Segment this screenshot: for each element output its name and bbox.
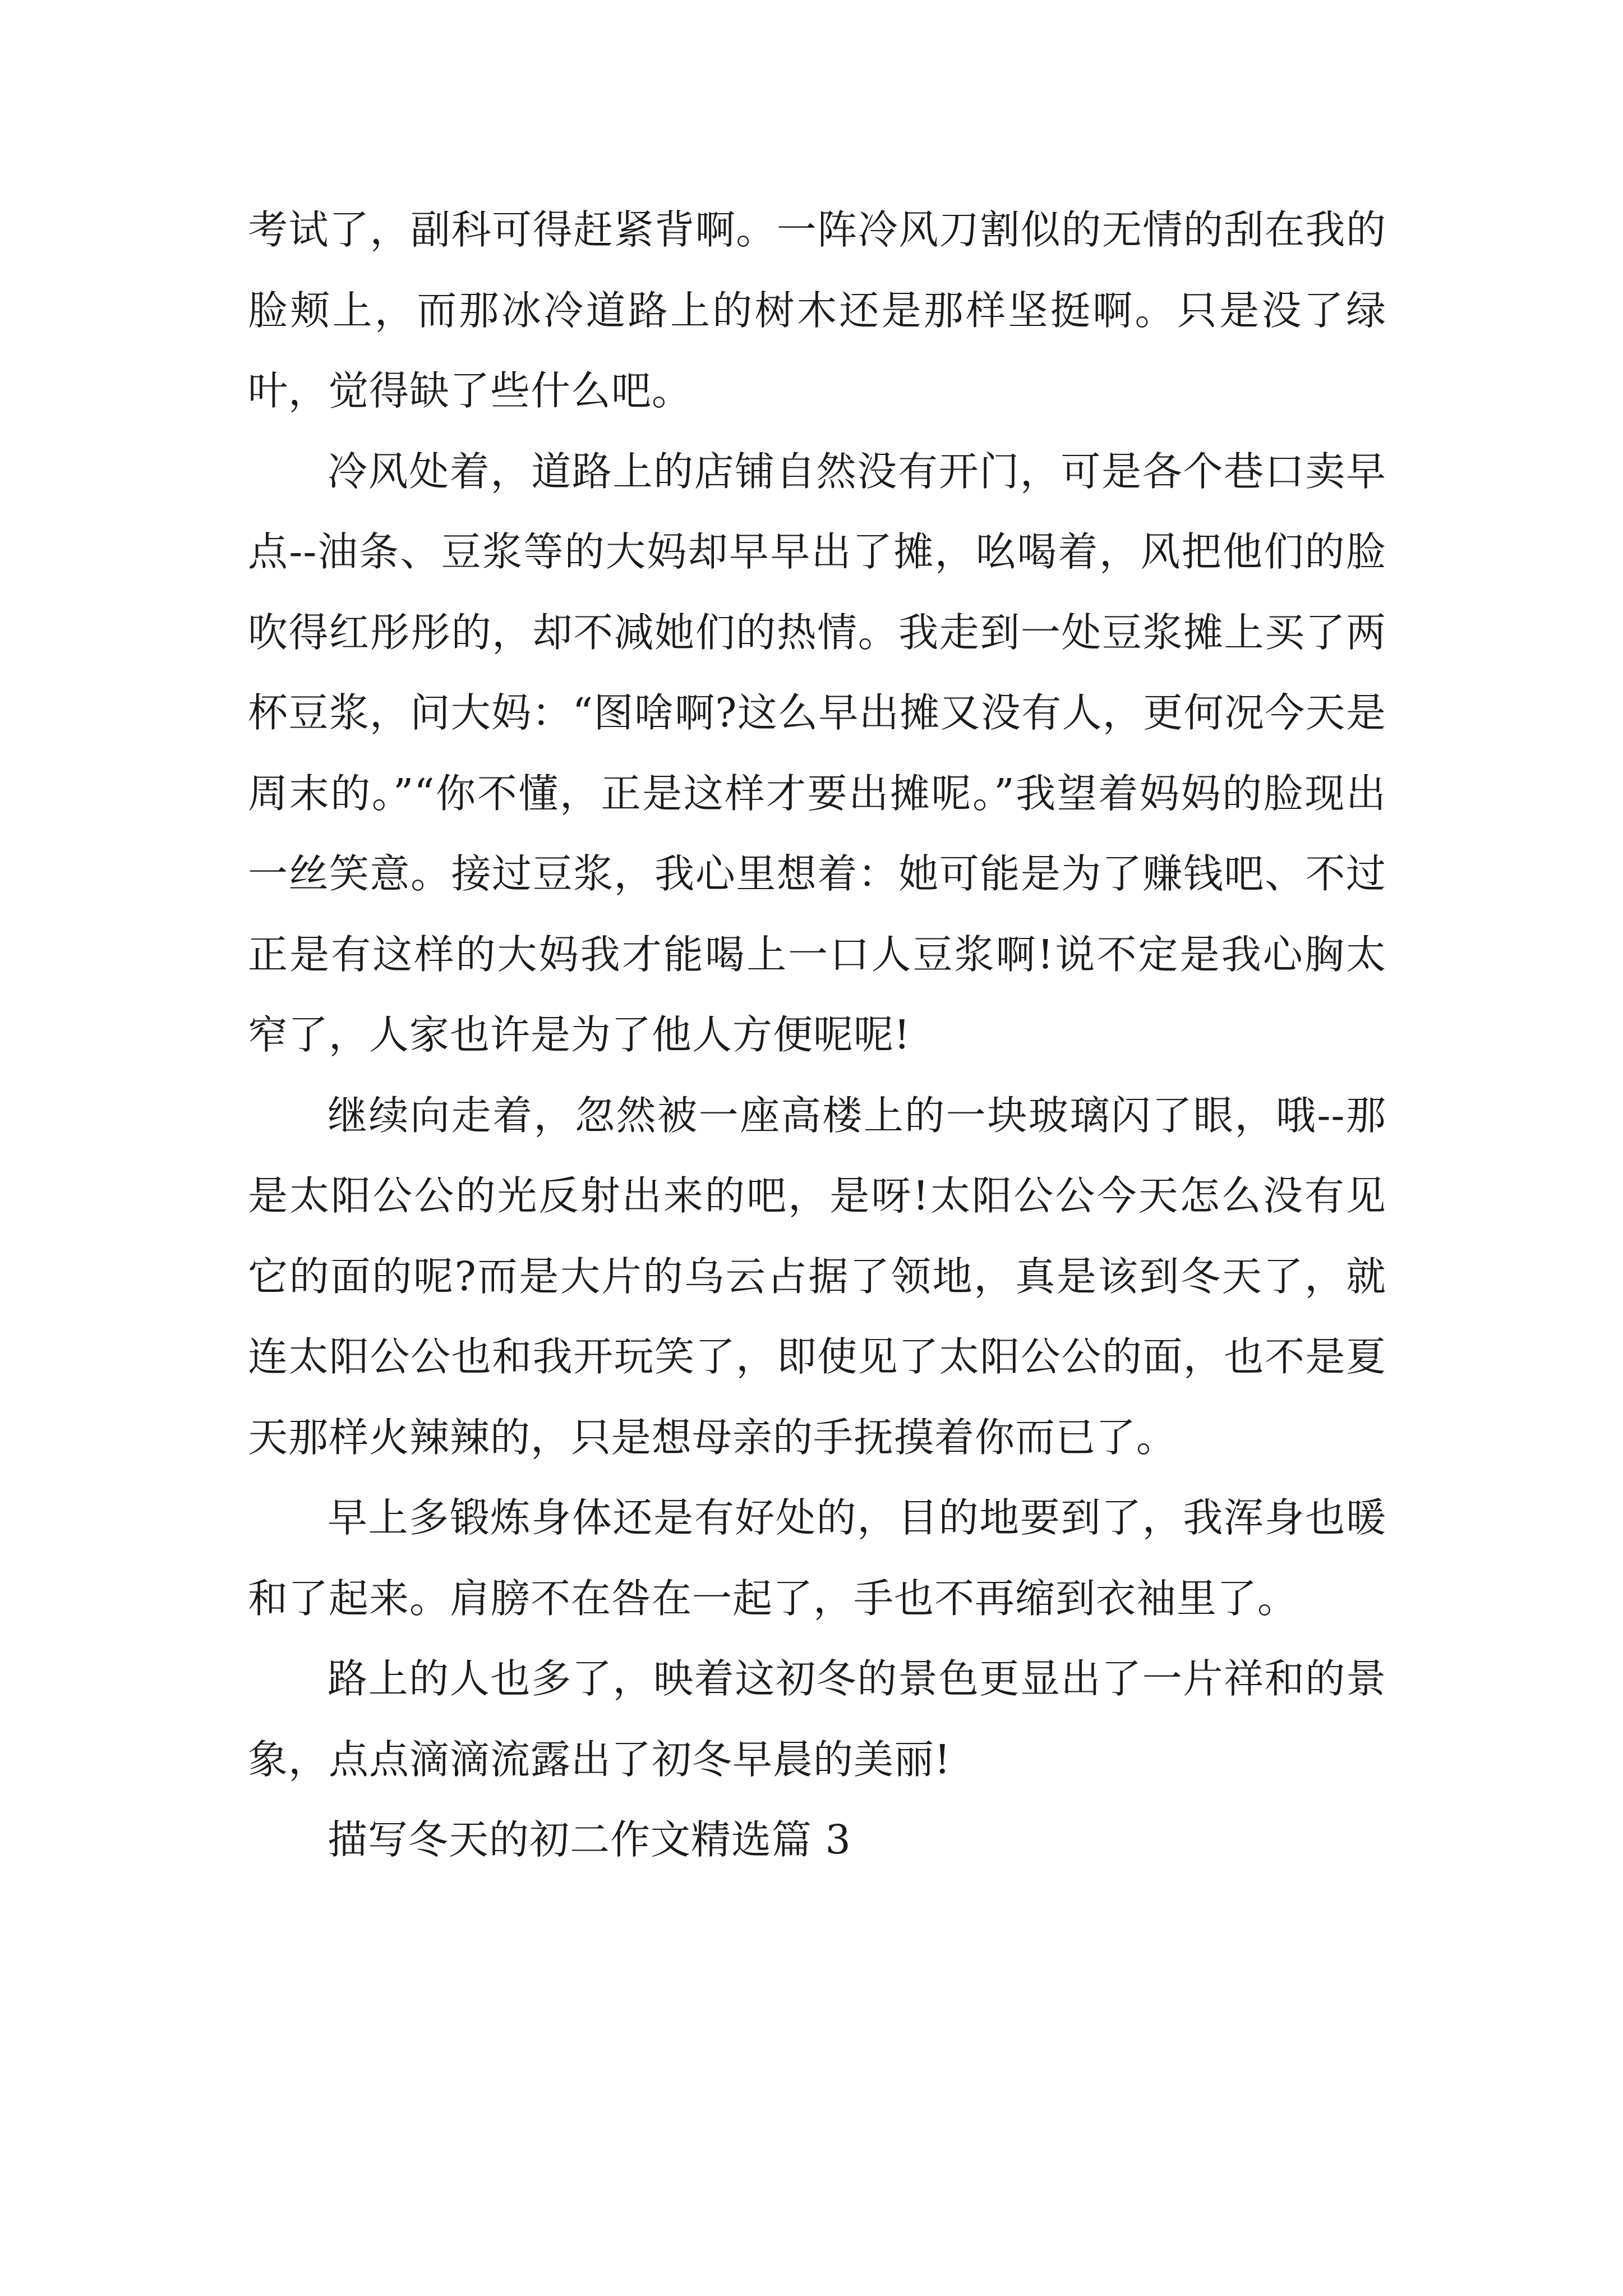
- paragraph: 路上的人也多了，映着这初冬的景色更显出了一片祥和的景象，点点滴滴流露出了初冬早晨的美丽!: [248, 1655, 1386, 1783]
- section-heading: 描写冬天的初二作文精选篇 3: [328, 1816, 851, 1863]
- paragraph: 冷风处着，道路上的店铺自然没有开门，可是各个巷口卖早点--油条、豆浆等的大妈却早早出了摊，吆喝着，风把他们的脸吹得红彤彤的，却不减她们的热情。我走到一处豆浆摊上买了两杯豆浆，问大妈：“图啥啊?这么早出摊又没有人，更何况今天是周末的。”“你不懂，正是这样才要出摊呢。”我望着妈妈的脸现出一丝笑意。接过豆浆，我心里想着：她可能是为了赚钱吧、不过正是有这样的大妈我才能喝上一口人豆浆啊!说不定是我心胸太窄了，人家也许是为了他人方便呢呢!: [248, 448, 1386, 1058]
- paragraph-continued: 考试了，副科可得赶紧背啊。一阵冷风刀割似的无情的刮在我的脸颊上，而那冰冷道路上的树木还是那样坚挺啊。只是没了绿叶，觉得缺了些什么吧。: [248, 206, 1386, 414]
- paragraph: 早上多锻炼身体还是有好处的，目的地要到了，我浑身也暖和了起来。肩膀不在咎在一起了，手也不再缩到衣袖里了。: [248, 1494, 1386, 1622]
- paragraph: 继续向走着，忽然被一座高楼上的一块玻璃闪了眼，哦--那是太阳公公的光反射出来的吧，是呀!太阳公公今天怎么没有见它的面的呢?而是大片的乌云占据了领地，真是该到冬天了，就连太阳公公也和我开玩笑了，即使见了太阳公公的面，也不是夏天那样火辣辣的，只是想母亲的手抚摸着你而已了。: [248, 1092, 1386, 1461]
- article-body: [248, 190, 1386, 1880]
